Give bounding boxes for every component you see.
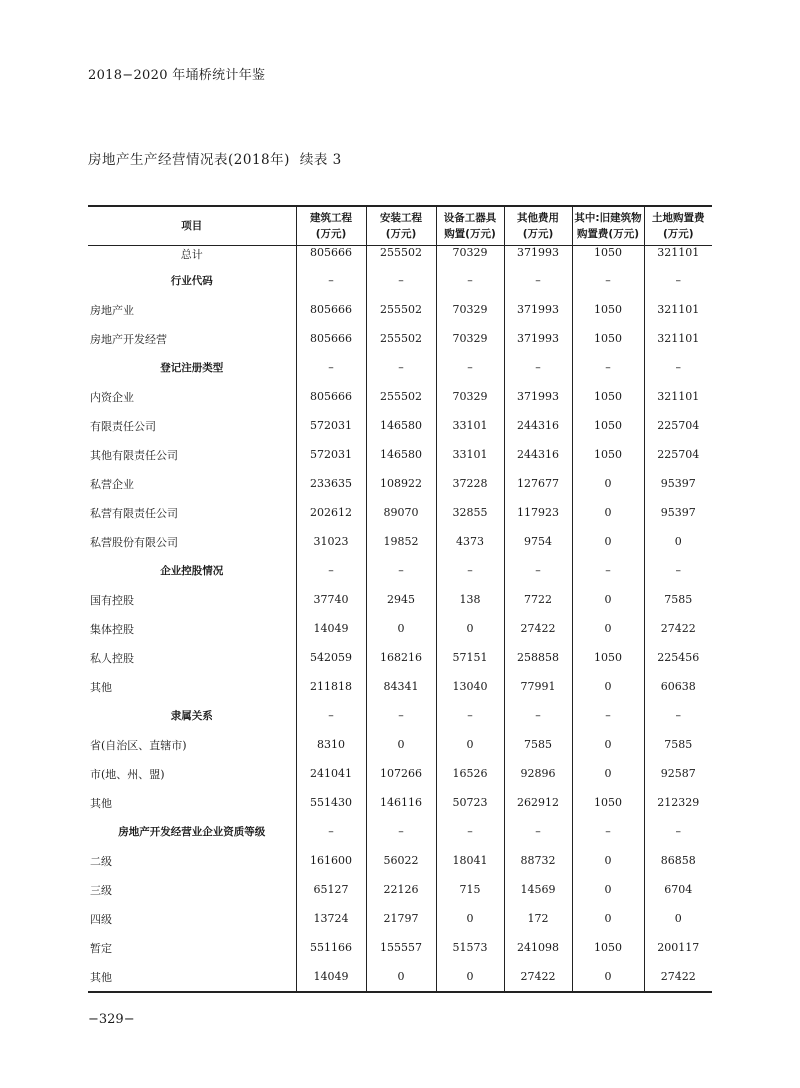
table-cell: 1050 <box>572 246 644 267</box>
table-cell: 542059 <box>296 643 366 672</box>
table-cell: 146580 <box>366 440 436 469</box>
table-cell: 70329 <box>436 246 504 267</box>
column-header-line1: 安装工程 <box>380 212 422 224</box>
table-cell: 1050 <box>572 324 644 353</box>
table-cell: 161600 <box>296 846 366 875</box>
table-cell: 0 <box>572 904 644 933</box>
table-cell: 241098 <box>504 933 572 962</box>
column-header-line2: (万元) <box>522 228 554 240</box>
table-section-row <box>88 817 712 846</box>
column-header <box>296 206 366 246</box>
table-cell: 572031 <box>296 411 366 440</box>
table-cell: 805666 <box>296 382 366 411</box>
table-cell: 32855 <box>436 498 504 527</box>
table-cell: 7722 <box>504 585 572 614</box>
row-label: 有限责任公司 <box>90 419 156 433</box>
row-label: 暂定 <box>90 941 112 955</box>
column-header-line1: 建筑工程 <box>310 212 352 224</box>
table-cell: 7585 <box>644 730 712 759</box>
table-cell: – <box>366 353 436 382</box>
table-cell: 805666 <box>296 324 366 353</box>
table-cell: 21797 <box>366 904 436 933</box>
table-cell: – <box>296 353 366 382</box>
table-cell: 0 <box>572 875 644 904</box>
row-label: 国有控股 <box>90 593 134 607</box>
row-label: 私营企业 <box>90 477 134 491</box>
table-cell: 51573 <box>436 933 504 962</box>
table-cell: 13724 <box>296 904 366 933</box>
table-cell: 0 <box>572 672 644 701</box>
table-row <box>88 730 712 759</box>
table-cell: 88732 <box>504 846 572 875</box>
table-cell: – <box>644 353 712 382</box>
table-cell: 172 <box>504 904 572 933</box>
table-row <box>88 846 712 875</box>
table-cell: 2945 <box>366 585 436 614</box>
table-cell: 14049 <box>296 962 366 992</box>
table-cell: 7585 <box>644 585 712 614</box>
table-cell: – <box>296 266 366 295</box>
table-cell: 0 <box>572 962 644 992</box>
table-cell: – <box>644 817 712 846</box>
table-cell: 1050 <box>572 440 644 469</box>
table-cell: 92587 <box>644 759 712 788</box>
table-cell: 225456 <box>644 643 712 672</box>
table-cell: 108922 <box>366 469 436 498</box>
table-cell: 244316 <box>504 440 572 469</box>
table-cell: 0 <box>644 904 712 933</box>
table-body <box>88 246 712 993</box>
table-cell: 27422 <box>504 962 572 992</box>
table-cell: 56022 <box>366 846 436 875</box>
table-row <box>88 904 712 933</box>
table-cell: 13040 <box>436 672 504 701</box>
column-header-line2: 购置费(万元) <box>576 228 640 240</box>
row-label: 省(自治区、直辖市) <box>90 738 187 752</box>
table-cell: – <box>504 266 572 295</box>
table-cell: 0 <box>572 614 644 643</box>
table-cell: 0 <box>572 498 644 527</box>
table-cell: 27422 <box>644 614 712 643</box>
table-cell: – <box>436 266 504 295</box>
table-cell: – <box>572 817 644 846</box>
table-cell: 1050 <box>572 933 644 962</box>
table-section-row <box>88 556 712 585</box>
table-cell: 244316 <box>504 411 572 440</box>
table-cell: 241041 <box>296 759 366 788</box>
table-cell: 1050 <box>572 382 644 411</box>
table-cell: 65127 <box>296 875 366 904</box>
row-label: 集体控股 <box>90 622 134 636</box>
row-label: 私人控股 <box>90 651 134 665</box>
table-cell: – <box>572 266 644 295</box>
row-label: 市(地、州、盟) <box>90 767 165 781</box>
table-row <box>88 672 712 701</box>
table-cell: 14049 <box>296 614 366 643</box>
row-label: 四级 <box>90 912 112 926</box>
statistics-table <box>88 205 712 993</box>
table-total-row <box>88 246 712 267</box>
row-label: 登记注册类型 <box>160 362 224 374</box>
table-cell: 200117 <box>644 933 712 962</box>
table-cell: – <box>572 701 644 730</box>
table-cell: 0 <box>572 527 644 556</box>
table-row <box>88 643 712 672</box>
table-cell: 0 <box>644 527 712 556</box>
table-title-text: 房地产生产经营情况表(2018年) <box>88 152 290 168</box>
table-cell: 37740 <box>296 585 366 614</box>
table-cell: – <box>296 556 366 585</box>
table-cell: 321101 <box>644 295 712 324</box>
column-header-line2: 购置(万元) <box>444 228 496 240</box>
column-header-item <box>88 206 296 246</box>
row-label: 行业代码 <box>170 275 213 287</box>
table-cell: 0 <box>436 962 504 992</box>
table-cell: – <box>572 556 644 585</box>
table-cell: 33101 <box>436 440 504 469</box>
column-header-line1: 土地购置费 <box>652 212 705 224</box>
column-header <box>504 206 572 246</box>
column-header-line2: (万元) <box>385 228 417 240</box>
table-cell: 70329 <box>436 382 504 411</box>
table-cell: 57151 <box>436 643 504 672</box>
table-cell: 14569 <box>504 875 572 904</box>
table-row <box>88 759 712 788</box>
row-label: 私营股份有限公司 <box>90 535 178 549</box>
table-cell: – <box>572 353 644 382</box>
table-cell: – <box>644 556 712 585</box>
table-cell: 0 <box>572 585 644 614</box>
row-label: 其他有限责任公司 <box>90 448 178 462</box>
row-label: 其他 <box>88 962 296 992</box>
table-continuation-label: 续表 3 <box>299 152 342 168</box>
table-cell: 138 <box>436 585 504 614</box>
table-cell: 95397 <box>644 498 712 527</box>
table-cell: 572031 <box>296 440 366 469</box>
table-cell: – <box>366 817 436 846</box>
table-cell: – <box>436 701 504 730</box>
table-cell: 255502 <box>366 382 436 411</box>
column-header <box>644 206 712 246</box>
table-cell: 86858 <box>644 846 712 875</box>
table-cell: 19852 <box>366 527 436 556</box>
table-cell: 1050 <box>572 643 644 672</box>
table-cell: 0 <box>572 730 644 759</box>
table-cell: 117923 <box>504 498 572 527</box>
table-cell: 202612 <box>296 498 366 527</box>
table-cell: 211818 <box>296 672 366 701</box>
table-row <box>88 933 712 962</box>
column-header-line2: (万元) <box>662 228 694 240</box>
table-cell: 6704 <box>644 875 712 904</box>
table-cell: 255502 <box>366 324 436 353</box>
table-cell: 50723 <box>436 788 504 817</box>
table-row <box>88 382 712 411</box>
table-cell: 371993 <box>504 246 572 267</box>
column-header-line1: 项目 <box>181 220 203 232</box>
row-label: 其他 <box>90 680 112 694</box>
table-cell: 16526 <box>436 759 504 788</box>
table-cell: 212329 <box>644 788 712 817</box>
row-label: 内资企业 <box>90 390 134 404</box>
table-cell: 84341 <box>366 672 436 701</box>
column-header <box>572 206 644 246</box>
table-cell: – <box>644 266 712 295</box>
table-cell: 70329 <box>436 295 504 324</box>
table-cell: 77991 <box>504 672 572 701</box>
table-cell: – <box>296 817 366 846</box>
table-cell: 0 <box>436 614 504 643</box>
column-header-line1: 其中:旧建筑物 <box>574 212 642 224</box>
column-header-line1: 设备工器具 <box>443 212 497 224</box>
table-row <box>88 875 712 904</box>
table-cell: 146580 <box>366 411 436 440</box>
column-header-line1: 其他费用 <box>517 212 559 224</box>
table-row <box>88 411 712 440</box>
table-cell: 255502 <box>366 246 436 267</box>
table-cell: 225704 <box>644 440 712 469</box>
page-number: −329− <box>88 1012 135 1027</box>
table-cell: 8310 <box>296 730 366 759</box>
table-cell: – <box>644 701 712 730</box>
table-cell: – <box>366 266 436 295</box>
table-cell: 70329 <box>436 324 504 353</box>
row-label: 隶属关系 <box>170 710 213 722</box>
table-cell: 0 <box>366 730 436 759</box>
table-cell: – <box>504 701 572 730</box>
running-head: 2018−2020 年埇桥统计年鉴 <box>88 68 266 83</box>
table-cell: 225704 <box>644 411 712 440</box>
table-row <box>88 585 712 614</box>
table-cell: 0 <box>572 759 644 788</box>
table-cell: 321101 <box>644 382 712 411</box>
table-row <box>88 440 712 469</box>
table-cell: 233635 <box>296 469 366 498</box>
table-header-row <box>88 206 712 246</box>
table-cell: – <box>504 817 572 846</box>
table-cell: 1050 <box>572 295 644 324</box>
table-cell: 0 <box>572 469 644 498</box>
row-label: 企业控股情况 <box>160 565 224 577</box>
table-cell: 0 <box>366 962 436 992</box>
table-cell: 321101 <box>644 324 712 353</box>
table-cell: – <box>296 701 366 730</box>
column-header <box>436 206 504 246</box>
row-label: 房地产业 <box>90 303 134 317</box>
table-cell: 371993 <box>504 295 572 324</box>
table-cell: 92896 <box>504 759 572 788</box>
table-section-row <box>88 353 712 382</box>
table-cell: 9754 <box>504 527 572 556</box>
row-label: 房地产开发经营业企业资质等级 <box>118 826 266 838</box>
table-cell: – <box>436 556 504 585</box>
table-cell: 1050 <box>572 411 644 440</box>
table-cell: 262912 <box>504 788 572 817</box>
table-cell: 805666 <box>296 246 366 267</box>
row-label: 二级 <box>90 854 112 868</box>
table-cell: – <box>504 556 572 585</box>
table-cell: 146116 <box>366 788 436 817</box>
table-cell: – <box>366 556 436 585</box>
table-row <box>88 527 712 556</box>
table-row <box>88 614 712 643</box>
table-cell: 805666 <box>296 295 366 324</box>
column-header <box>366 206 436 246</box>
table-cell: – <box>436 817 504 846</box>
table-cell: 107266 <box>366 759 436 788</box>
table-cell: 60638 <box>644 672 712 701</box>
table-cell: 127677 <box>504 469 572 498</box>
table-cell: 31023 <box>296 527 366 556</box>
table-row <box>88 498 712 527</box>
table-row <box>88 788 712 817</box>
table-cell: 258858 <box>504 643 572 672</box>
row-label: 私营有限责任公司 <box>90 506 178 520</box>
table-cell: 255502 <box>366 295 436 324</box>
table-cell: 551166 <box>296 933 366 962</box>
table-cell: 715 <box>436 875 504 904</box>
table-cell: 7585 <box>504 730 572 759</box>
table-section-row <box>88 266 712 295</box>
table-row <box>88 295 712 324</box>
column-header-line2: (万元) <box>315 228 347 240</box>
table-cell: 1050 <box>572 788 644 817</box>
table-cell: 95397 <box>644 469 712 498</box>
row-label: 其他 <box>90 796 112 810</box>
table-cell: 18041 <box>436 846 504 875</box>
table-cell: 321101 <box>644 246 712 267</box>
table-cell: 371993 <box>504 324 572 353</box>
table-cell: 0 <box>366 614 436 643</box>
table-cell: 371993 <box>504 382 572 411</box>
table-cell: 33101 <box>436 411 504 440</box>
table-cell: 0 <box>436 730 504 759</box>
table-cell: 0 <box>572 846 644 875</box>
table-cell: 89070 <box>366 498 436 527</box>
table-cell: 27422 <box>504 614 572 643</box>
table-cell: 37228 <box>436 469 504 498</box>
table-cell: 27422 <box>644 962 712 992</box>
table-cell: 4373 <box>436 527 504 556</box>
table-cell: 168216 <box>366 643 436 672</box>
table-row <box>88 469 712 498</box>
table-cell: – <box>366 701 436 730</box>
table-cell: 155557 <box>366 933 436 962</box>
table-cell: 22126 <box>366 875 436 904</box>
table-cell: 0 <box>436 904 504 933</box>
row-label: 总计 <box>180 248 203 261</box>
row-label: 三级 <box>90 883 112 897</box>
table-row <box>88 962 712 992</box>
table-section-row <box>88 701 712 730</box>
table-row <box>88 324 712 353</box>
row-label: 房地产开发经营 <box>90 332 167 346</box>
table-cell: 551430 <box>296 788 366 817</box>
table-cell: – <box>436 353 504 382</box>
table-cell: – <box>504 353 572 382</box>
table-title <box>88 148 342 168</box>
